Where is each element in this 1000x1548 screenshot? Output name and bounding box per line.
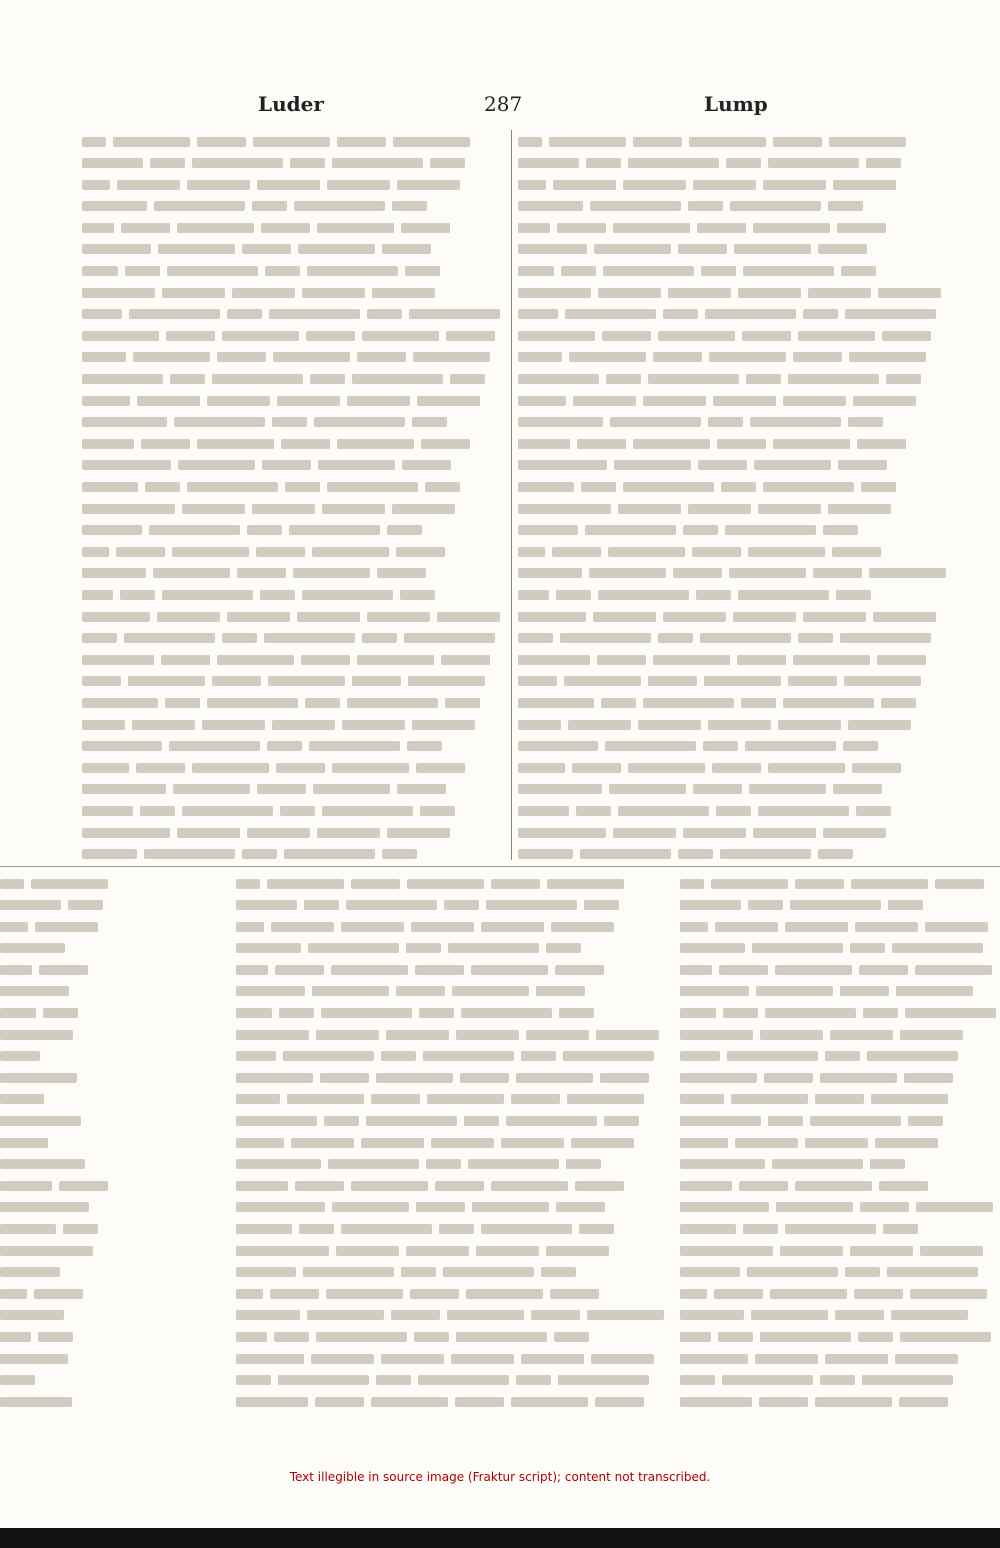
placeholder-text-line xyxy=(236,1153,666,1175)
placeholder-text-line xyxy=(82,346,504,368)
placeholder-text-line xyxy=(0,872,112,894)
placeholder-text-line xyxy=(0,1196,112,1218)
placeholder-text-line xyxy=(236,1325,666,1347)
placeholder-text-line xyxy=(82,324,504,346)
placeholder-text-line xyxy=(518,281,950,303)
page-overlap-edge xyxy=(0,866,1000,867)
placeholder-text-line xyxy=(680,1325,1000,1347)
placeholder-text-line xyxy=(518,476,950,498)
placeholder-text-line xyxy=(82,713,504,735)
placeholder-text-line xyxy=(236,1347,666,1369)
placeholder-text-line xyxy=(0,1174,112,1196)
placeholder-text-line xyxy=(680,1023,1000,1045)
placeholder-text-line xyxy=(680,1088,1000,1110)
placeholder-text-line xyxy=(0,1023,112,1045)
column-divider xyxy=(511,130,512,860)
placeholder-text-line xyxy=(236,1261,666,1283)
placeholder-text-line xyxy=(680,1304,1000,1326)
placeholder-text-line xyxy=(680,1066,1000,1088)
placeholder-text-line xyxy=(82,778,504,800)
placeholder-text-line xyxy=(0,1239,112,1261)
illegible-notice: Text illegible in source image (Fraktur script); content not transcribed. xyxy=(289,1470,711,1484)
placeholder-text-line xyxy=(236,915,666,937)
placeholder-text-line xyxy=(82,216,504,238)
placeholder-text-line xyxy=(236,958,666,980)
placeholder-text-line xyxy=(518,540,950,562)
placeholder-text-line xyxy=(518,432,950,454)
placeholder-text-line xyxy=(0,1369,112,1391)
placeholder-text-line xyxy=(82,540,504,562)
placeholder-text-line xyxy=(518,173,950,195)
placeholder-text-line xyxy=(518,216,950,238)
placeholder-text-line xyxy=(82,821,504,843)
placeholder-text-line xyxy=(518,497,950,519)
placeholder-text-line xyxy=(518,238,950,260)
placeholder-text-line xyxy=(0,1304,112,1326)
placeholder-text-line xyxy=(518,583,950,605)
placeholder-text-line xyxy=(0,1218,112,1240)
placeholder-text-line xyxy=(518,778,950,800)
placeholder-text-line xyxy=(518,605,950,627)
placeholder-text-line xyxy=(0,1347,112,1369)
placeholder-text-line xyxy=(518,843,950,865)
text-column-overlap-right xyxy=(680,872,1000,1412)
placeholder-text-line xyxy=(0,1282,112,1304)
placeholder-text-line xyxy=(236,1390,666,1412)
placeholder-text-line xyxy=(680,1390,1000,1412)
header-right-word: Lump xyxy=(704,92,768,116)
placeholder-text-line xyxy=(680,1002,1000,1024)
placeholder-text-line xyxy=(518,130,950,152)
placeholder-text-line xyxy=(82,648,504,670)
placeholder-text-line xyxy=(82,562,504,584)
text-column-overlap-middle xyxy=(236,872,666,1412)
placeholder-text-line xyxy=(680,1153,1000,1175)
placeholder-text-line xyxy=(680,1196,1000,1218)
placeholder-text-line xyxy=(82,627,504,649)
placeholder-text-line xyxy=(518,389,950,411)
placeholder-text-line xyxy=(82,843,504,865)
placeholder-text-line xyxy=(82,605,504,627)
placeholder-text-line xyxy=(82,195,504,217)
placeholder-text-line xyxy=(82,281,504,303)
placeholder-text-line xyxy=(518,648,950,670)
placeholder-text-line xyxy=(518,799,950,821)
placeholder-text-line xyxy=(518,368,950,390)
placeholder-text-line xyxy=(0,1261,112,1283)
placeholder-text-line xyxy=(680,1261,1000,1283)
placeholder-text-line xyxy=(236,937,666,959)
placeholder-text-line xyxy=(82,130,504,152)
placeholder-text-line xyxy=(680,1282,1000,1304)
placeholder-text-line xyxy=(236,1282,666,1304)
placeholder-text-line xyxy=(0,1131,112,1153)
placeholder-text-line xyxy=(518,735,950,757)
placeholder-text-line xyxy=(518,519,950,541)
placeholder-text-line xyxy=(680,937,1000,959)
placeholder-text-line xyxy=(82,670,504,692)
text-column-overlap-left xyxy=(0,872,112,1412)
placeholder-text-line xyxy=(82,454,504,476)
placeholder-text-line xyxy=(680,1174,1000,1196)
placeholder-text-line xyxy=(680,1218,1000,1240)
placeholder-text-line xyxy=(0,1390,112,1412)
placeholder-text-line xyxy=(0,1325,112,1347)
placeholder-text-line xyxy=(236,1369,666,1391)
placeholder-text-line xyxy=(236,1218,666,1240)
placeholder-text-line xyxy=(518,713,950,735)
scan-border xyxy=(0,1528,1000,1548)
placeholder-text-line xyxy=(518,562,950,584)
placeholder-text-line xyxy=(82,432,504,454)
placeholder-text-line xyxy=(82,152,504,174)
placeholder-text-line xyxy=(680,1131,1000,1153)
placeholder-text-line xyxy=(236,980,666,1002)
placeholder-text-line xyxy=(680,1369,1000,1391)
placeholder-text-line xyxy=(518,303,950,325)
placeholder-text-line xyxy=(82,260,504,282)
header-left-word: Luder xyxy=(258,92,324,116)
placeholder-text-line xyxy=(680,1045,1000,1067)
placeholder-text-line xyxy=(0,1110,112,1132)
placeholder-text-line xyxy=(518,821,950,843)
placeholder-text-line xyxy=(0,1088,112,1110)
placeholder-text-line xyxy=(518,324,950,346)
page-number: 287 xyxy=(484,92,523,116)
placeholder-text-line xyxy=(518,195,950,217)
placeholder-text-line xyxy=(0,1153,112,1175)
placeholder-text-line xyxy=(680,980,1000,1002)
placeholder-text-line xyxy=(0,894,112,916)
placeholder-text-line xyxy=(236,1002,666,1024)
placeholder-text-line xyxy=(680,894,1000,916)
placeholder-text-line xyxy=(236,1174,666,1196)
placeholder-text-line xyxy=(236,1088,666,1110)
placeholder-text-line xyxy=(680,1239,1000,1261)
page-header xyxy=(0,92,1000,116)
placeholder-text-line xyxy=(0,980,112,1002)
placeholder-text-line xyxy=(82,519,504,541)
placeholder-text-line xyxy=(680,1110,1000,1132)
placeholder-text-line xyxy=(82,303,504,325)
placeholder-text-line xyxy=(0,1066,112,1088)
placeholder-text-line xyxy=(82,368,504,390)
placeholder-text-line xyxy=(236,1110,666,1132)
placeholder-text-line xyxy=(82,735,504,757)
placeholder-text-line xyxy=(518,411,950,433)
placeholder-text-line xyxy=(0,958,112,980)
placeholder-text-line xyxy=(518,756,950,778)
placeholder-text-line xyxy=(0,1045,112,1067)
placeholder-text-line xyxy=(82,583,504,605)
placeholder-text-line xyxy=(236,1066,666,1088)
placeholder-text-line xyxy=(680,1347,1000,1369)
placeholder-text-line xyxy=(680,915,1000,937)
placeholder-text-line xyxy=(0,937,112,959)
placeholder-text-line xyxy=(82,238,504,260)
placeholder-text-line xyxy=(518,691,950,713)
placeholder-text-line xyxy=(236,1304,666,1326)
placeholder-text-line xyxy=(518,627,950,649)
placeholder-text-line xyxy=(518,670,950,692)
text-column-left xyxy=(82,130,504,864)
placeholder-text-line xyxy=(518,152,950,174)
placeholder-text-line xyxy=(82,691,504,713)
placeholder-text-line xyxy=(680,958,1000,980)
placeholder-text-line xyxy=(236,1196,666,1218)
placeholder-text-line xyxy=(82,756,504,778)
placeholder-text-line xyxy=(82,799,504,821)
placeholder-text-line xyxy=(236,1131,666,1153)
placeholder-text-line xyxy=(236,894,666,916)
placeholder-text-line xyxy=(82,411,504,433)
placeholder-text-line xyxy=(518,454,950,476)
placeholder-text-line xyxy=(82,497,504,519)
placeholder-text-line xyxy=(518,260,950,282)
placeholder-text-line xyxy=(236,872,666,894)
placeholder-text-line xyxy=(236,1239,666,1261)
placeholder-text-line xyxy=(518,346,950,368)
placeholder-text-line xyxy=(82,389,504,411)
placeholder-text-line xyxy=(236,1023,666,1045)
placeholder-text-line xyxy=(0,915,112,937)
text-column-right xyxy=(518,130,950,864)
placeholder-text-line xyxy=(82,173,504,195)
placeholder-text-line xyxy=(82,476,504,498)
placeholder-text-line xyxy=(680,872,1000,894)
placeholder-text-line xyxy=(0,1002,112,1024)
placeholder-text-line xyxy=(236,1045,666,1067)
